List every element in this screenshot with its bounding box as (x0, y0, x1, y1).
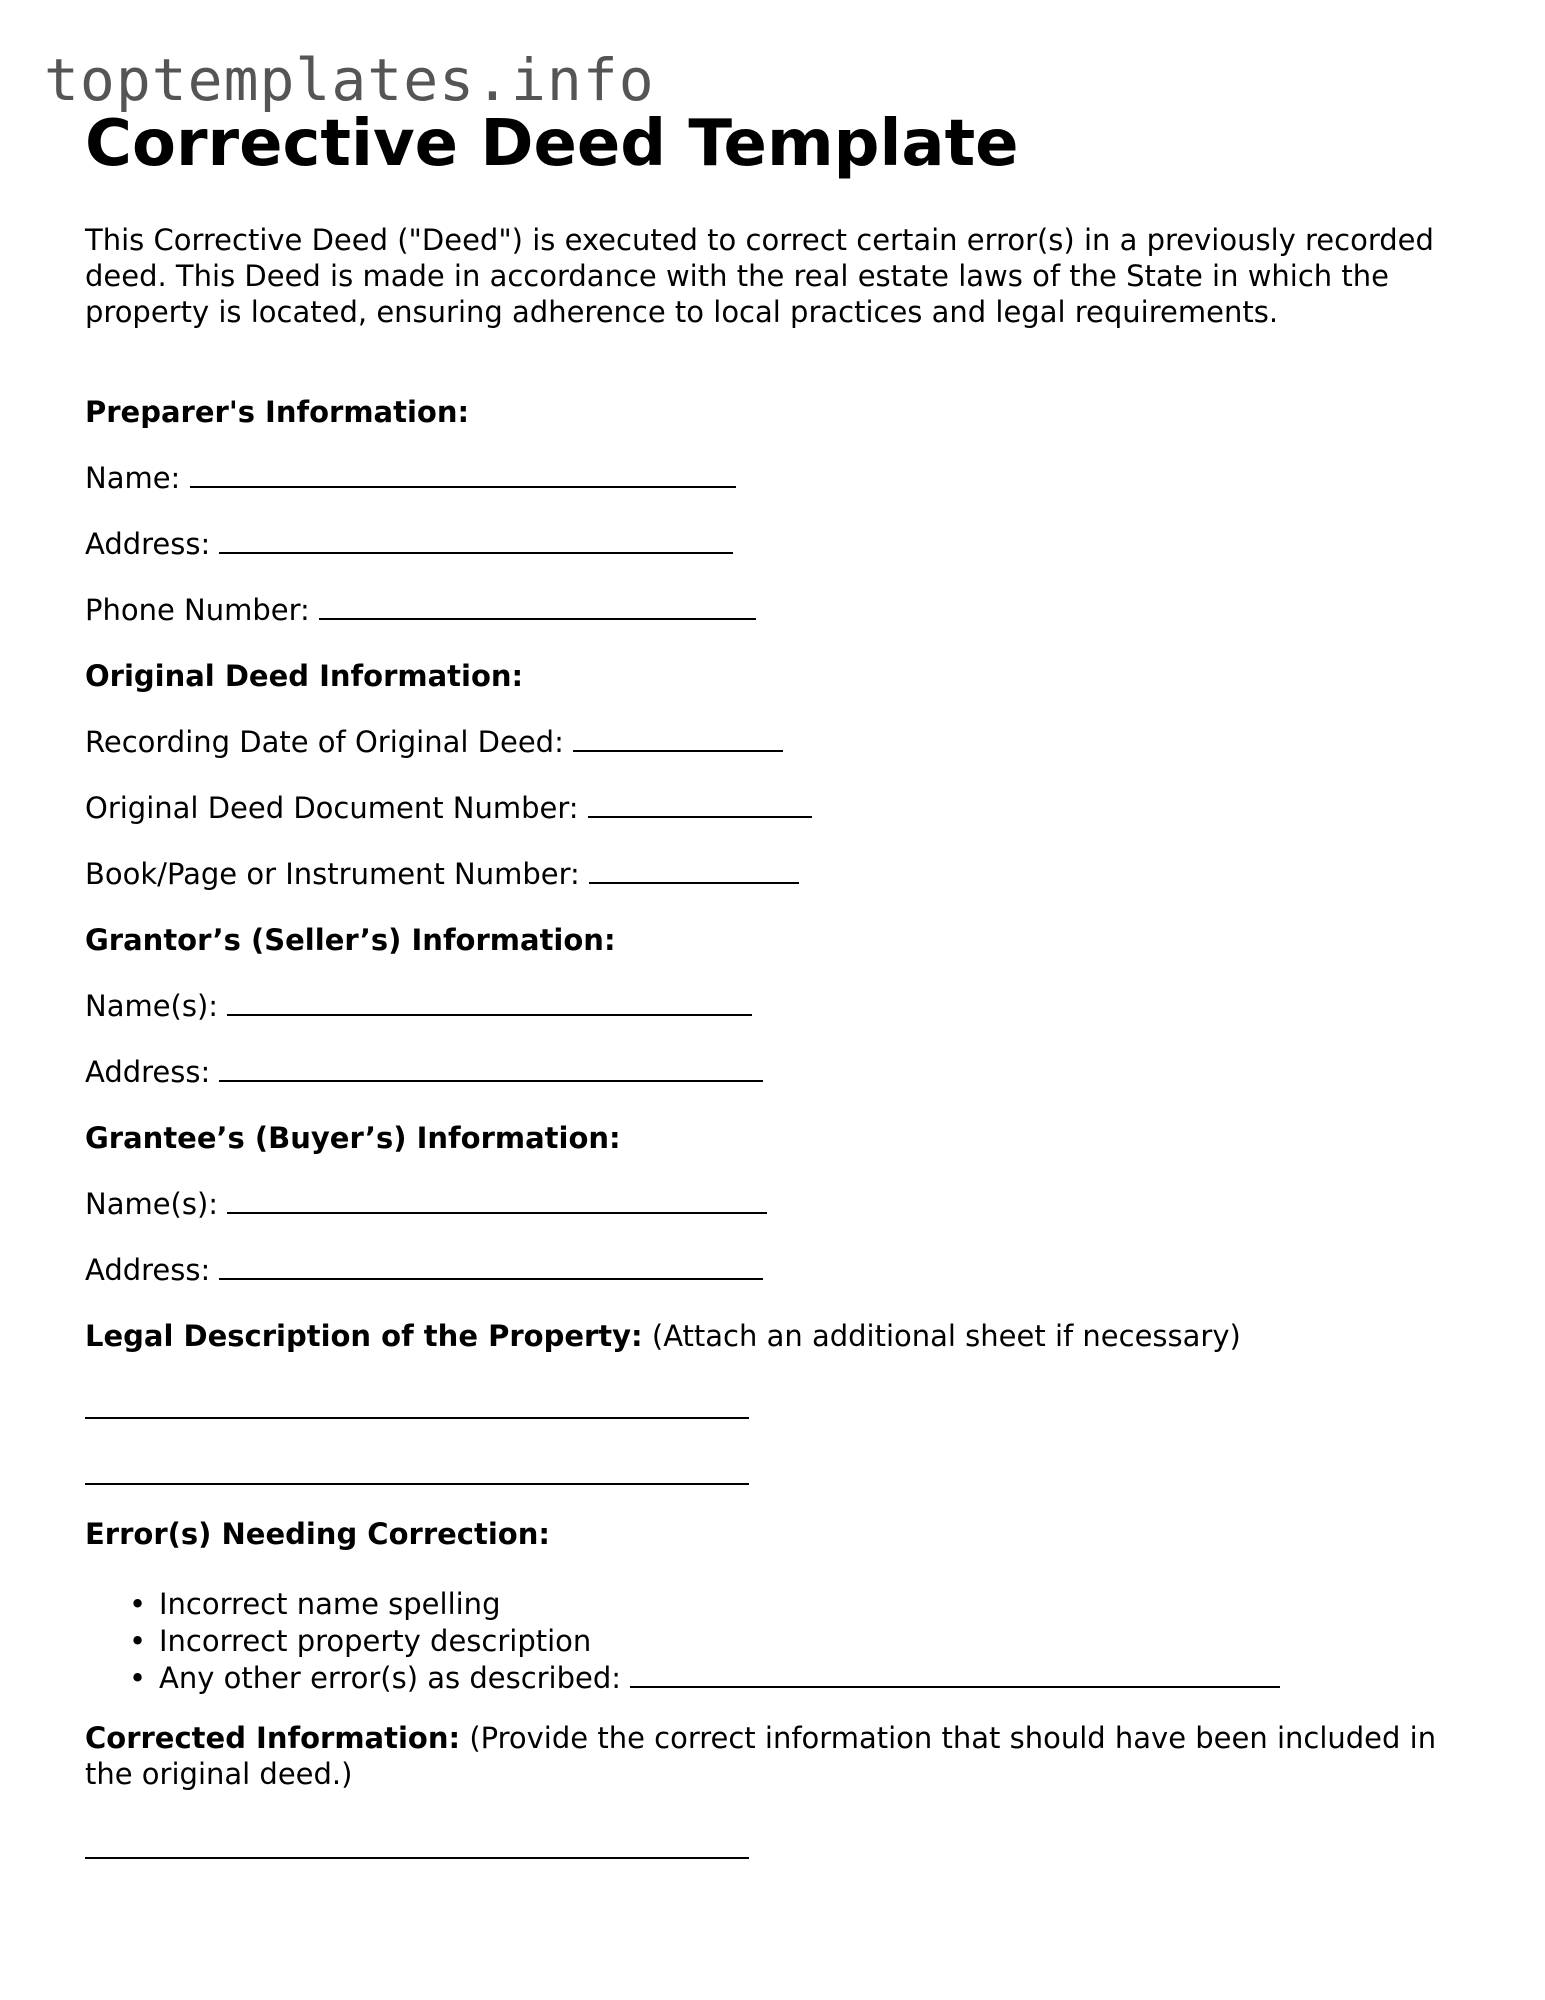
legal-description-line-1[interactable] (85, 1417, 749, 1419)
preparer-name-row (85, 460, 736, 496)
document-number-field[interactable] (588, 790, 812, 818)
recording-date-row (85, 724, 783, 760)
grantee-address-label: Address: (85, 1253, 211, 1287)
error-item-label: Any other error(s) as described: (159, 1661, 622, 1695)
bullet-icon: • (129, 1624, 147, 1658)
preparer-address-label: Address: (85, 527, 211, 561)
legal-description-row (85, 1318, 1241, 1354)
other-error-field[interactable] (630, 1660, 1280, 1688)
list-item (129, 1623, 1280, 1660)
error-item-label: Incorrect name spelling (159, 1587, 501, 1621)
preparer-phone-row (85, 592, 756, 628)
preparer-address-row (85, 526, 733, 562)
bullet-icon: • (129, 1661, 147, 1695)
book-page-row (85, 856, 799, 892)
original-deed-heading: Original Deed Information: (85, 659, 524, 693)
intro-paragraph: This Corrective Deed ("Deed") is executed to correct certain error(s) in a previously recorded deed. This Deed is made in accordance with the real estate laws of the State in which the property is located, ensuring adherence to local practices and legal requirements. (85, 223, 1434, 329)
legal-description-heading: Legal Description of the Property: (85, 1319, 643, 1353)
document-number-label: Original Deed Document Number: (85, 791, 579, 825)
preparer-phone-label: Phone Number: (85, 593, 310, 627)
preparer-name-label: Name: (85, 461, 181, 495)
bullet-icon: • (129, 1587, 147, 1621)
book-page-label: Book/Page or Instrument Number: (85, 857, 580, 891)
watermark: toptemplates.info (44, 46, 655, 114)
legal-description-line-2[interactable] (85, 1483, 749, 1485)
grantor-heading: Grantor’s (Seller’s) Information: (85, 923, 616, 957)
page-title: Corrective Deed Template (85, 107, 1019, 181)
grantee-names-field[interactable] (227, 1186, 767, 1214)
document-number-row (85, 790, 812, 826)
errors-list (85, 1586, 1280, 1697)
list-item (129, 1660, 1280, 1697)
preparer-name-field[interactable] (190, 460, 736, 488)
corrected-information (85, 1720, 1485, 1792)
preparer-address-field[interactable] (219, 526, 733, 554)
grantee-address-row (85, 1252, 763, 1288)
grantor-address-field[interactable] (219, 1054, 763, 1082)
grantor-address-label: Address: (85, 1055, 211, 1089)
grantor-names-field[interactable] (227, 988, 752, 1016)
errors-heading: Error(s) Needing Correction: (85, 1517, 550, 1551)
grantee-names-label: Name(s): (85, 1187, 219, 1221)
book-page-field[interactable] (589, 856, 799, 884)
grantor-address-row (85, 1054, 763, 1090)
corrected-note: (Provide the correct information that should have been included in the original deed.) (85, 1721, 1437, 1791)
grantor-names-row (85, 988, 752, 1024)
grantee-address-field[interactable] (219, 1252, 763, 1280)
preparer-heading: Preparer's Information: (85, 395, 470, 429)
recording-date-field[interactable] (573, 724, 783, 752)
list-item (129, 1586, 1280, 1623)
corrected-information-line[interactable] (85, 1857, 749, 1859)
grantor-names-label: Name(s): (85, 989, 219, 1023)
grantee-names-row (85, 1186, 767, 1222)
recording-date-label: Recording Date of Original Deed: (85, 725, 564, 759)
legal-description-note: (Attach an additional sheet if necessary) (651, 1319, 1241, 1353)
corrected-heading: Corrected Information: (85, 1721, 461, 1755)
grantee-heading: Grantee’s (Buyer’s) Information: (85, 1121, 621, 1155)
error-item-label: Incorrect property description (159, 1624, 592, 1658)
preparer-phone-field[interactable] (319, 592, 756, 620)
